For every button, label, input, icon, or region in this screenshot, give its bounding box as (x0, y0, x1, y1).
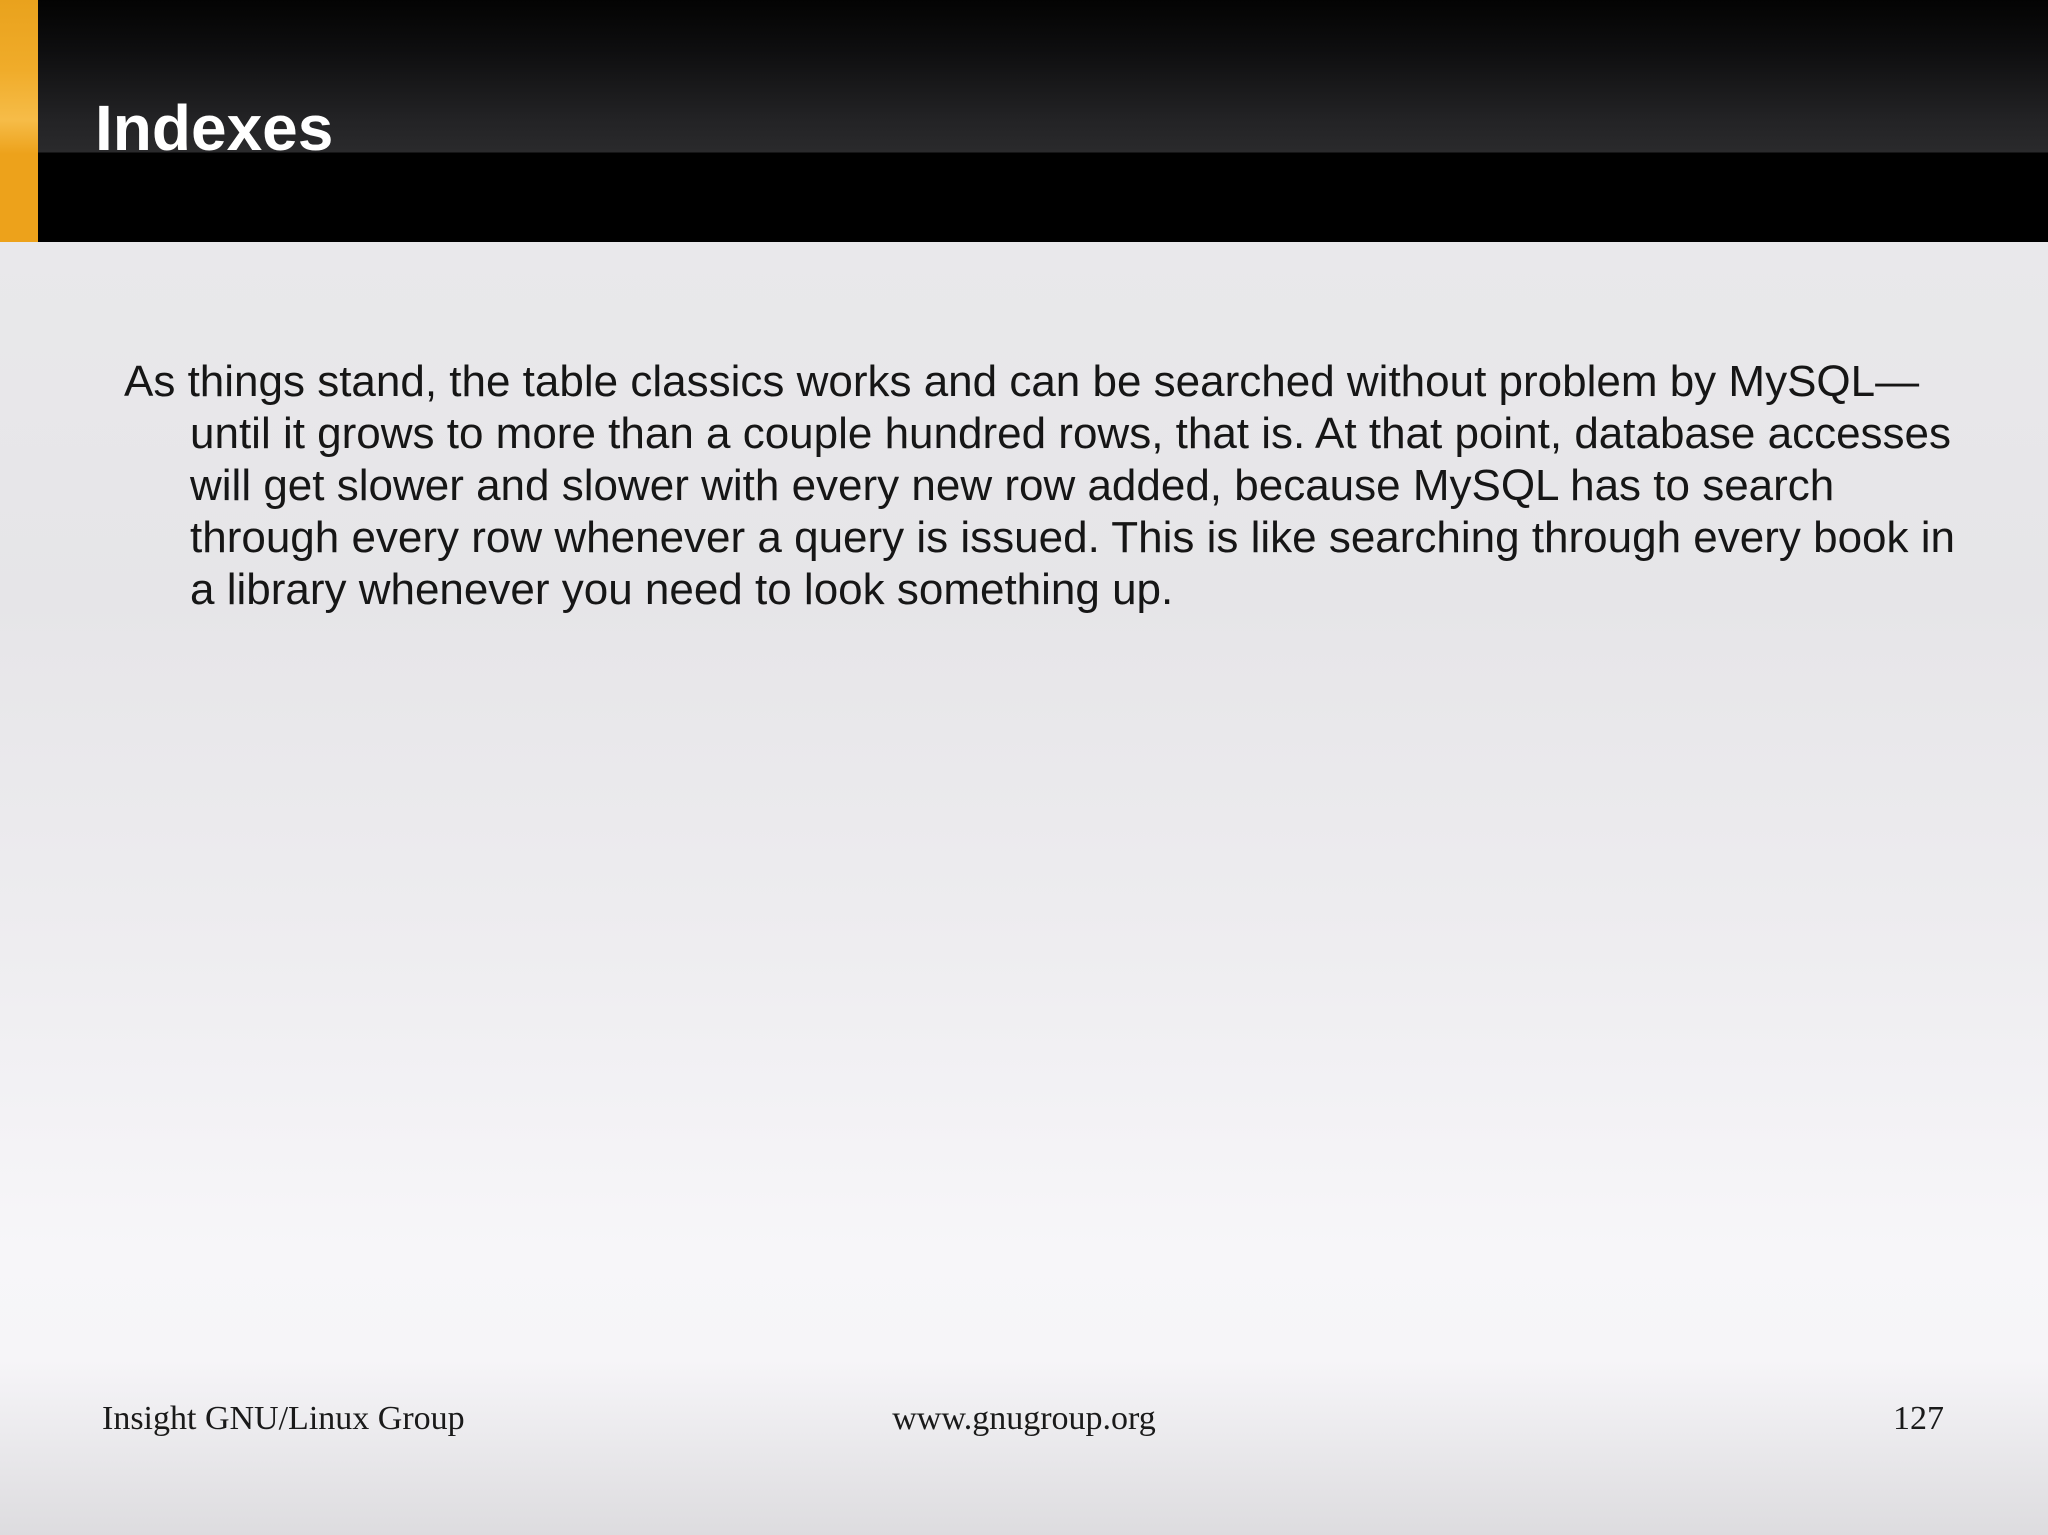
body-paragraph: As things stand, the table classics works and can be searched without problem by MySQL—until it grows to more than a couple hundred rows, that is. At that point, database accesses will get slower and slower with every new row added, because MySQL has to search through every row whenever a query is issued. This is like searching through every book in a library whenever you need to look something up. (124, 357, 1955, 614)
footer-url: www.gnugroup.org (892, 1400, 1156, 1437)
footer-organization: Insight GNU/Linux Group (102, 1400, 465, 1437)
slide-title: Indexes (95, 92, 334, 164)
title-bar (0, 0, 2048, 242)
accent-bar (0, 0, 38, 242)
page-number: 127 (1893, 1400, 1944, 1437)
